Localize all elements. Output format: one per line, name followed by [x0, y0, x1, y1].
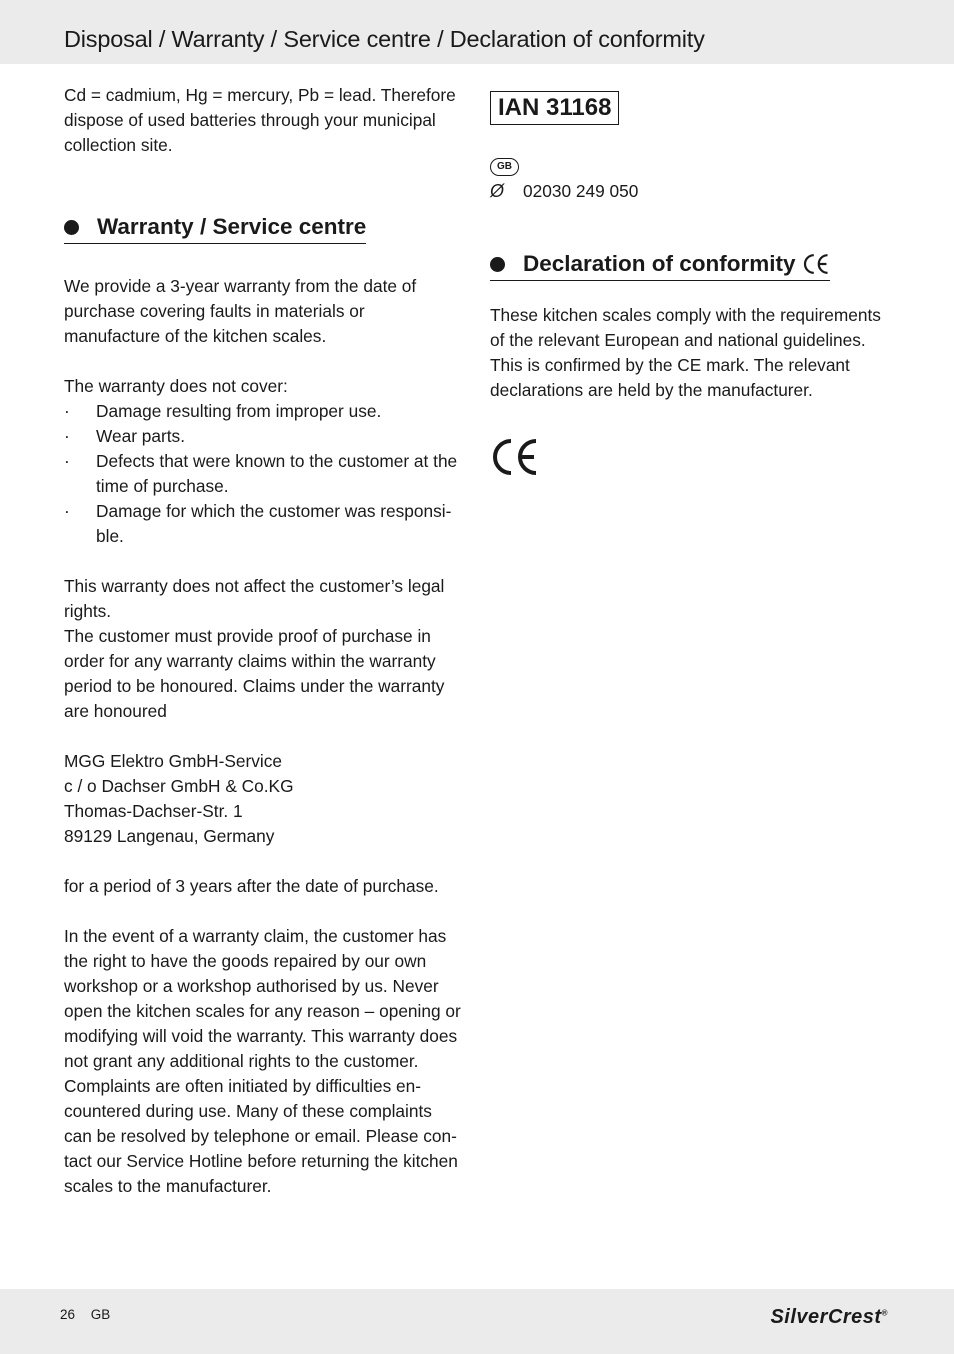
- not-cover-label: The warranty does not cover:: [64, 376, 288, 396]
- warranty-intro-text: We provide a 3-year warranty from the date of purchase covering faults in materials or manufacture of the kitchen scales.: [64, 276, 417, 346]
- ce-mark-icon: [490, 437, 540, 477]
- address-line: MGG Elektro GmbH-Service: [64, 751, 282, 771]
- warranty-heading: [64, 212, 366, 244]
- declaration-text: These kitchen scales comply with the requirements of the relevant European and national guidelines. This is confirmed by the CE mark. The relevant declarations are held by the manufacturer.: [490, 305, 881, 400]
- page-number: 26: [60, 1307, 76, 1322]
- warranty-heading-label: Warranty / Service centre: [97, 214, 367, 239]
- hotline: [490, 179, 890, 204]
- list-item: · Wear parts.: [64, 424, 464, 449]
- list-item: · Defects that were known to the customer at the time of purchase.: [64, 451, 458, 496]
- proof-of-purchase-text: The customer must provide proof of purchase in order for any warranty claims within the warranty period to be honoured. Claims under the warranty are honoured: [64, 626, 445, 721]
- ce-mark-icon: [802, 253, 830, 275]
- language-code: GB: [90, 1307, 111, 1322]
- legal-rights-text: This warranty does not affect the customer’s legal rights.: [64, 576, 445, 621]
- list-marker: ·: [64, 401, 70, 421]
- address-line: Thomas-Dachser-Str. 1: [64, 801, 243, 821]
- not-cover-list: [64, 399, 464, 549]
- list-marker: ·: [64, 426, 70, 446]
- page-footer: [0, 1289, 954, 1354]
- list-marker: ·: [64, 501, 70, 521]
- right-column: [490, 91, 890, 477]
- page-header: [0, 0, 954, 64]
- brand-name: SilverCrest: [770, 1306, 882, 1328]
- declaration-heading-label: Declaration of conformity: [523, 251, 796, 276]
- address-line: c / o Dachser GmbH & Co.KG: [64, 776, 294, 796]
- warranty-period-text: for a period of 3 years after the date of purchase.: [64, 876, 439, 896]
- bullet-dot-icon: [64, 220, 79, 235]
- bullet-dot-icon: [490, 257, 505, 272]
- address-line: 89129 Langenau, Germany: [64, 826, 275, 846]
- page-info: [60, 1307, 110, 1322]
- declaration-heading: [490, 249, 830, 281]
- battery-disposal-text: Cd = cadmium, Hg = mercury, Pb = lead. Therefore dispose of used batteries through your municipal collection site.: [64, 85, 456, 155]
- phone-icon: Ø: [490, 181, 505, 201]
- registered-mark: ®: [881, 1308, 888, 1318]
- page-title: Disposal / Warranty / Service centre / Declaration of conformity: [64, 26, 705, 52]
- service-address: [64, 749, 464, 849]
- country-badge: GB: [490, 158, 519, 176]
- list-marker: ·: [64, 451, 70, 471]
- ian-box: [490, 91, 619, 125]
- list-item: · Damage for which the customer was responsi- ble.: [64, 501, 452, 546]
- hotline-number: 02030 249 050: [523, 181, 639, 201]
- left-column: [64, 83, 464, 1199]
- ian-number: IAN 31168: [498, 94, 612, 121]
- warranty-claim-text: In the event of a warranty claim, the customer has the right to have the goods repaired by our own workshop or a workshop authorised by us. Never open the kitchen scales for any reason – opening or modifying will void the warranty. This warranty does not grant any additional rights to the customer. Complaints are often initiated by difficulties en- countered during use. Many of these complaints can be resolved by telephone or email. Please con- tact our Service Hotline before returning the kitchen scales to the manufacturer.: [64, 926, 461, 1196]
- brand-logo: [770, 1306, 888, 1329]
- list-item: · Damage resulting from improper use.: [64, 399, 464, 424]
